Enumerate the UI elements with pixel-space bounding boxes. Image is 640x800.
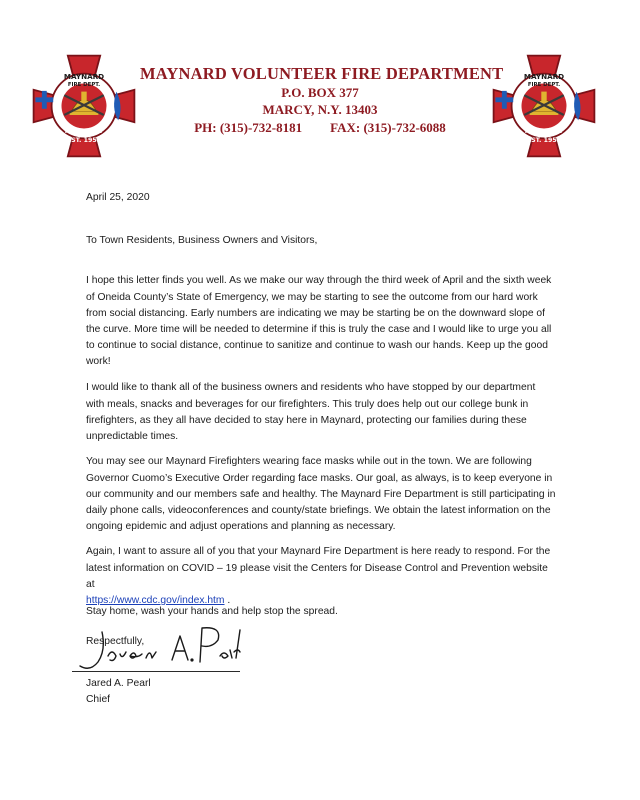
- fire-dept-badge-left-icon: [30, 52, 138, 160]
- closing-line: Stay home, wash your hands and help stop the spread.: [86, 606, 338, 617]
- paragraph-4-text: Again, I want to assure all of you that your Maynard Fire Department is here ready to respond. For the latest information on COVID – 19 please visit the Centers for Disease Control and Prevention website at: [86, 546, 551, 590]
- signer-name: Jared A. Pearl: [86, 678, 151, 689]
- paragraph-4-tail: .: [224, 594, 231, 606]
- signer-title: Chief: [86, 694, 111, 705]
- paragraph-1: I hope this letter finds you well. As we make our way through the third week of April and the sixth week of Oneida County’s State of Emergency, we may be starting to see the outcome from our hard work from social distancing. Early numbers are indicating we may be starting be on the downward slope of the curve. More time will be needed to determine if this is truly the case and I would like to urge you all to continue to social distance, continue to sanitize and continue to wash our hands. Keep up the good work!: [86, 275, 552, 368]
- svg-text:MAYNARD: MAYNARD: [523, 72, 565, 81]
- po-box: P.O. BOX 377: [281, 85, 359, 100]
- paragraph-4: [86, 544, 556, 609]
- signature-line: [72, 671, 240, 672]
- letterhead: [140, 64, 504, 136]
- sign-off: Respectfully,: [86, 636, 145, 647]
- svg-text:FIRE DEPT.: FIRE DEPT.: [67, 82, 101, 89]
- contact-row: [140, 119, 500, 136]
- svg-text:FIRE DEPT.: FIRE DEPT.: [527, 82, 561, 89]
- phone-number: PH: (315)-732-8181: [194, 120, 303, 135]
- org-name: MAYNARD VOLUNTEER FIRE DEPARTMENT: [140, 64, 504, 83]
- svg-text:EST. 1953: EST. 1953: [526, 137, 562, 144]
- fire-dept-badge-right-icon: [490, 52, 598, 160]
- cdc-link[interactable]: https://www.cdc.gov/index.htm: [86, 594, 225, 606]
- svg-text:EST. 1953: EST. 1953: [66, 137, 102, 144]
- fax-number: FAX: (315)-732-6088: [330, 120, 446, 135]
- svg-text:MAYNARD: MAYNARD: [63, 72, 105, 81]
- svg-text:MARCY, NY: MARCY, NY: [524, 128, 564, 135]
- paragraph-2: I would like to thank all of the business owners and residents who have stopped by our department with meals, snacks and beverages for our firefighters. This truly does help out our college bunk in firefighters, as they all have decided to stay here in Maynard, protecting our families during these unpredictable times.: [86, 382, 536, 442]
- letter-date: April 25, 2020: [86, 192, 150, 203]
- handwritten-signature: [72, 622, 242, 678]
- svg-text:MARCY, NY: MARCY, NY: [64, 128, 104, 135]
- city-state-zip: MARCY, N.Y. 13403: [262, 102, 378, 117]
- paragraph-3: You may see our Maynard Firefighters wearing face masks while out in the town. We are following Governor Cuomo’s Executive Order regarding face masks. Our goal, as always, is to keep everyone in our community and our members safe and healthy. The Maynard Fire Department is still participating in daily phone calls, videoconferences and county/state briefings. We obtain the latest information on the ongoing epidemic and adjust operations and planning as necessary.: [86, 456, 556, 533]
- salutation: To Town Residents, Business Owners and Visitors,: [86, 235, 318, 246]
